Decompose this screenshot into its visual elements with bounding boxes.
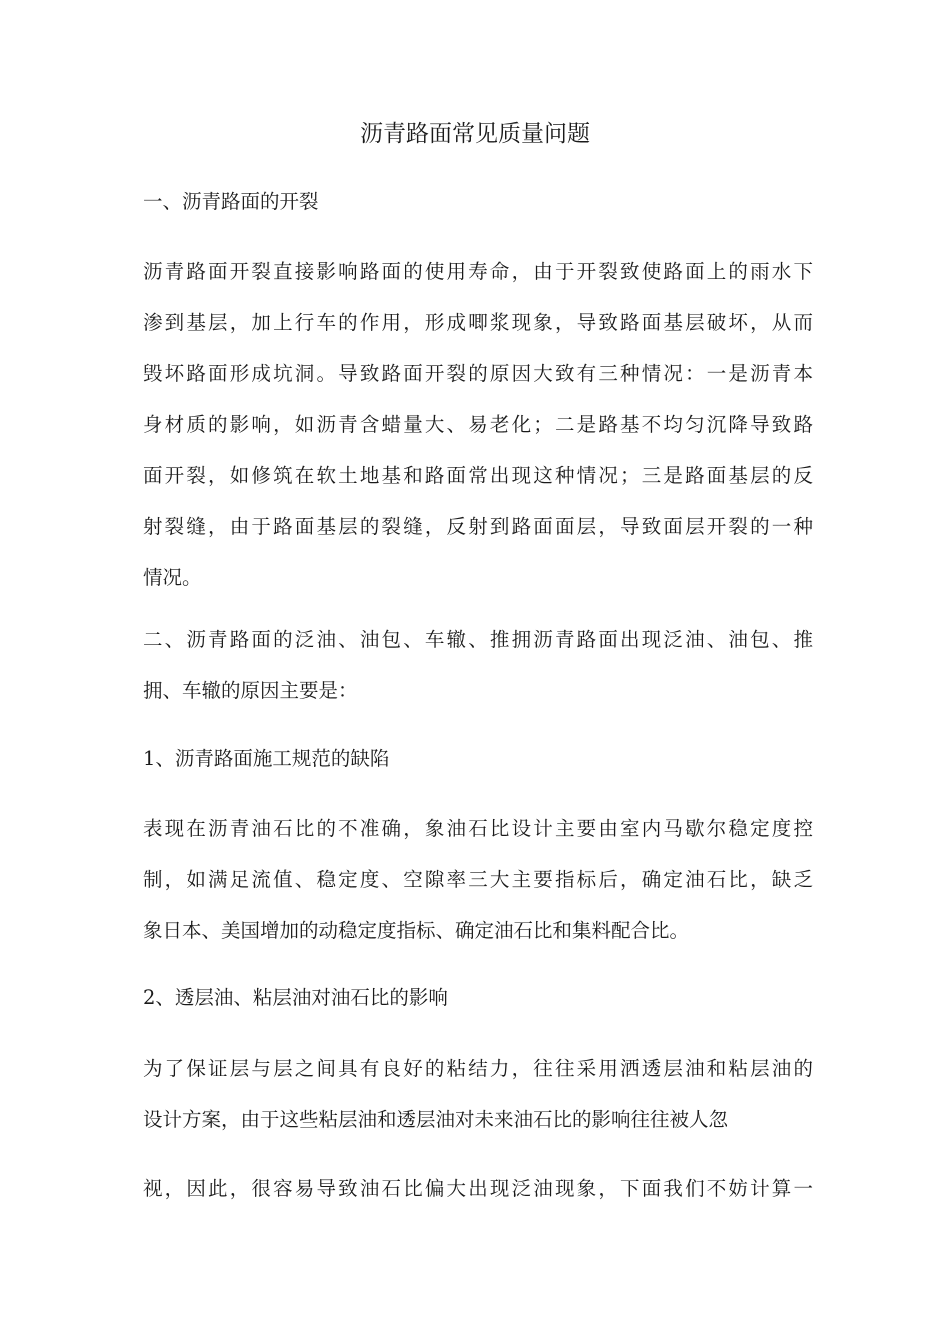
section-heading-cracking xyxy=(143,176,813,227)
text-line: 设计方案，由于这些粘层油和透层油对未来油石比的影响往往被人忽 xyxy=(143,1108,729,1131)
text-line: 制，如满足流值、稳定度、空隙率三大主要指标后，确定油石比，缺乏 xyxy=(143,868,813,891)
text-line: 毁坏路面形成坑洞。导致路面开裂的原因大致有三种情况：一是沥青本 xyxy=(143,362,813,385)
section-heading-text: 一、沥青路面的开裂 xyxy=(143,190,319,213)
text-line: 二、沥青路面的泛油、油包、车辙、推拥沥青路面出现泛油、油包、推 xyxy=(143,628,813,651)
text-line: 沥青路面开裂直接影响路面的使用寿命，由于开裂致使路面上的雨水下 xyxy=(143,260,813,283)
subsection-heading-spec-defects xyxy=(143,733,813,784)
text-line: 为了保证层与层之间具有良好的粘结力，往往采用洒透层油和粘层油的 xyxy=(143,1057,813,1080)
text-line: 视，因此，很容易导致油石比偏大出现泛油现象，下面我们不妨计算一 xyxy=(143,1177,813,1200)
text-line: 表现在沥青油石比的不准确，象油石比设计主要由室内马歇尔稳定度控 xyxy=(143,817,813,840)
text-line: 渗到基层，加上行车的作用，形成唧浆现象，导致路面基层破坏，从而 xyxy=(143,311,813,334)
paragraph-prime-coat xyxy=(143,1043,813,1145)
paragraph-oil-bleeding xyxy=(143,614,813,716)
text-line: 射裂缝，由于路面基层的裂缝，反射到路面面层，导致面层开裂的一种 xyxy=(143,515,813,538)
subsection-heading-text: 1、沥青路面施工规范的缺陷 xyxy=(143,747,390,770)
text-line: 面开裂，如修筑在软土地基和路面常出现这种情况；三是路面基层的反 xyxy=(143,464,813,487)
text-line: 情况。 xyxy=(143,566,202,589)
document-title: 沥青路面常见质量问题 xyxy=(360,121,590,147)
text-line: 身材质的影响，如沥青含蜡量大、易老化；二是路基不均匀沉降导致路 xyxy=(143,413,813,436)
subsection-heading-text: 2、透层油、粘层油对油石比的影响 xyxy=(143,986,448,1009)
paragraph-cracking xyxy=(143,246,813,603)
text-line: 拥、车辙的原因主要是： xyxy=(143,679,358,702)
text-line: 象日本、美国增加的动稳定度指标、确定油石比和集料配合比。 xyxy=(143,919,690,942)
paragraph-prime-coat-continued xyxy=(143,1163,813,1214)
paragraph-spec-defects xyxy=(143,803,813,956)
subsection-heading-prime-coat xyxy=(143,972,813,1023)
